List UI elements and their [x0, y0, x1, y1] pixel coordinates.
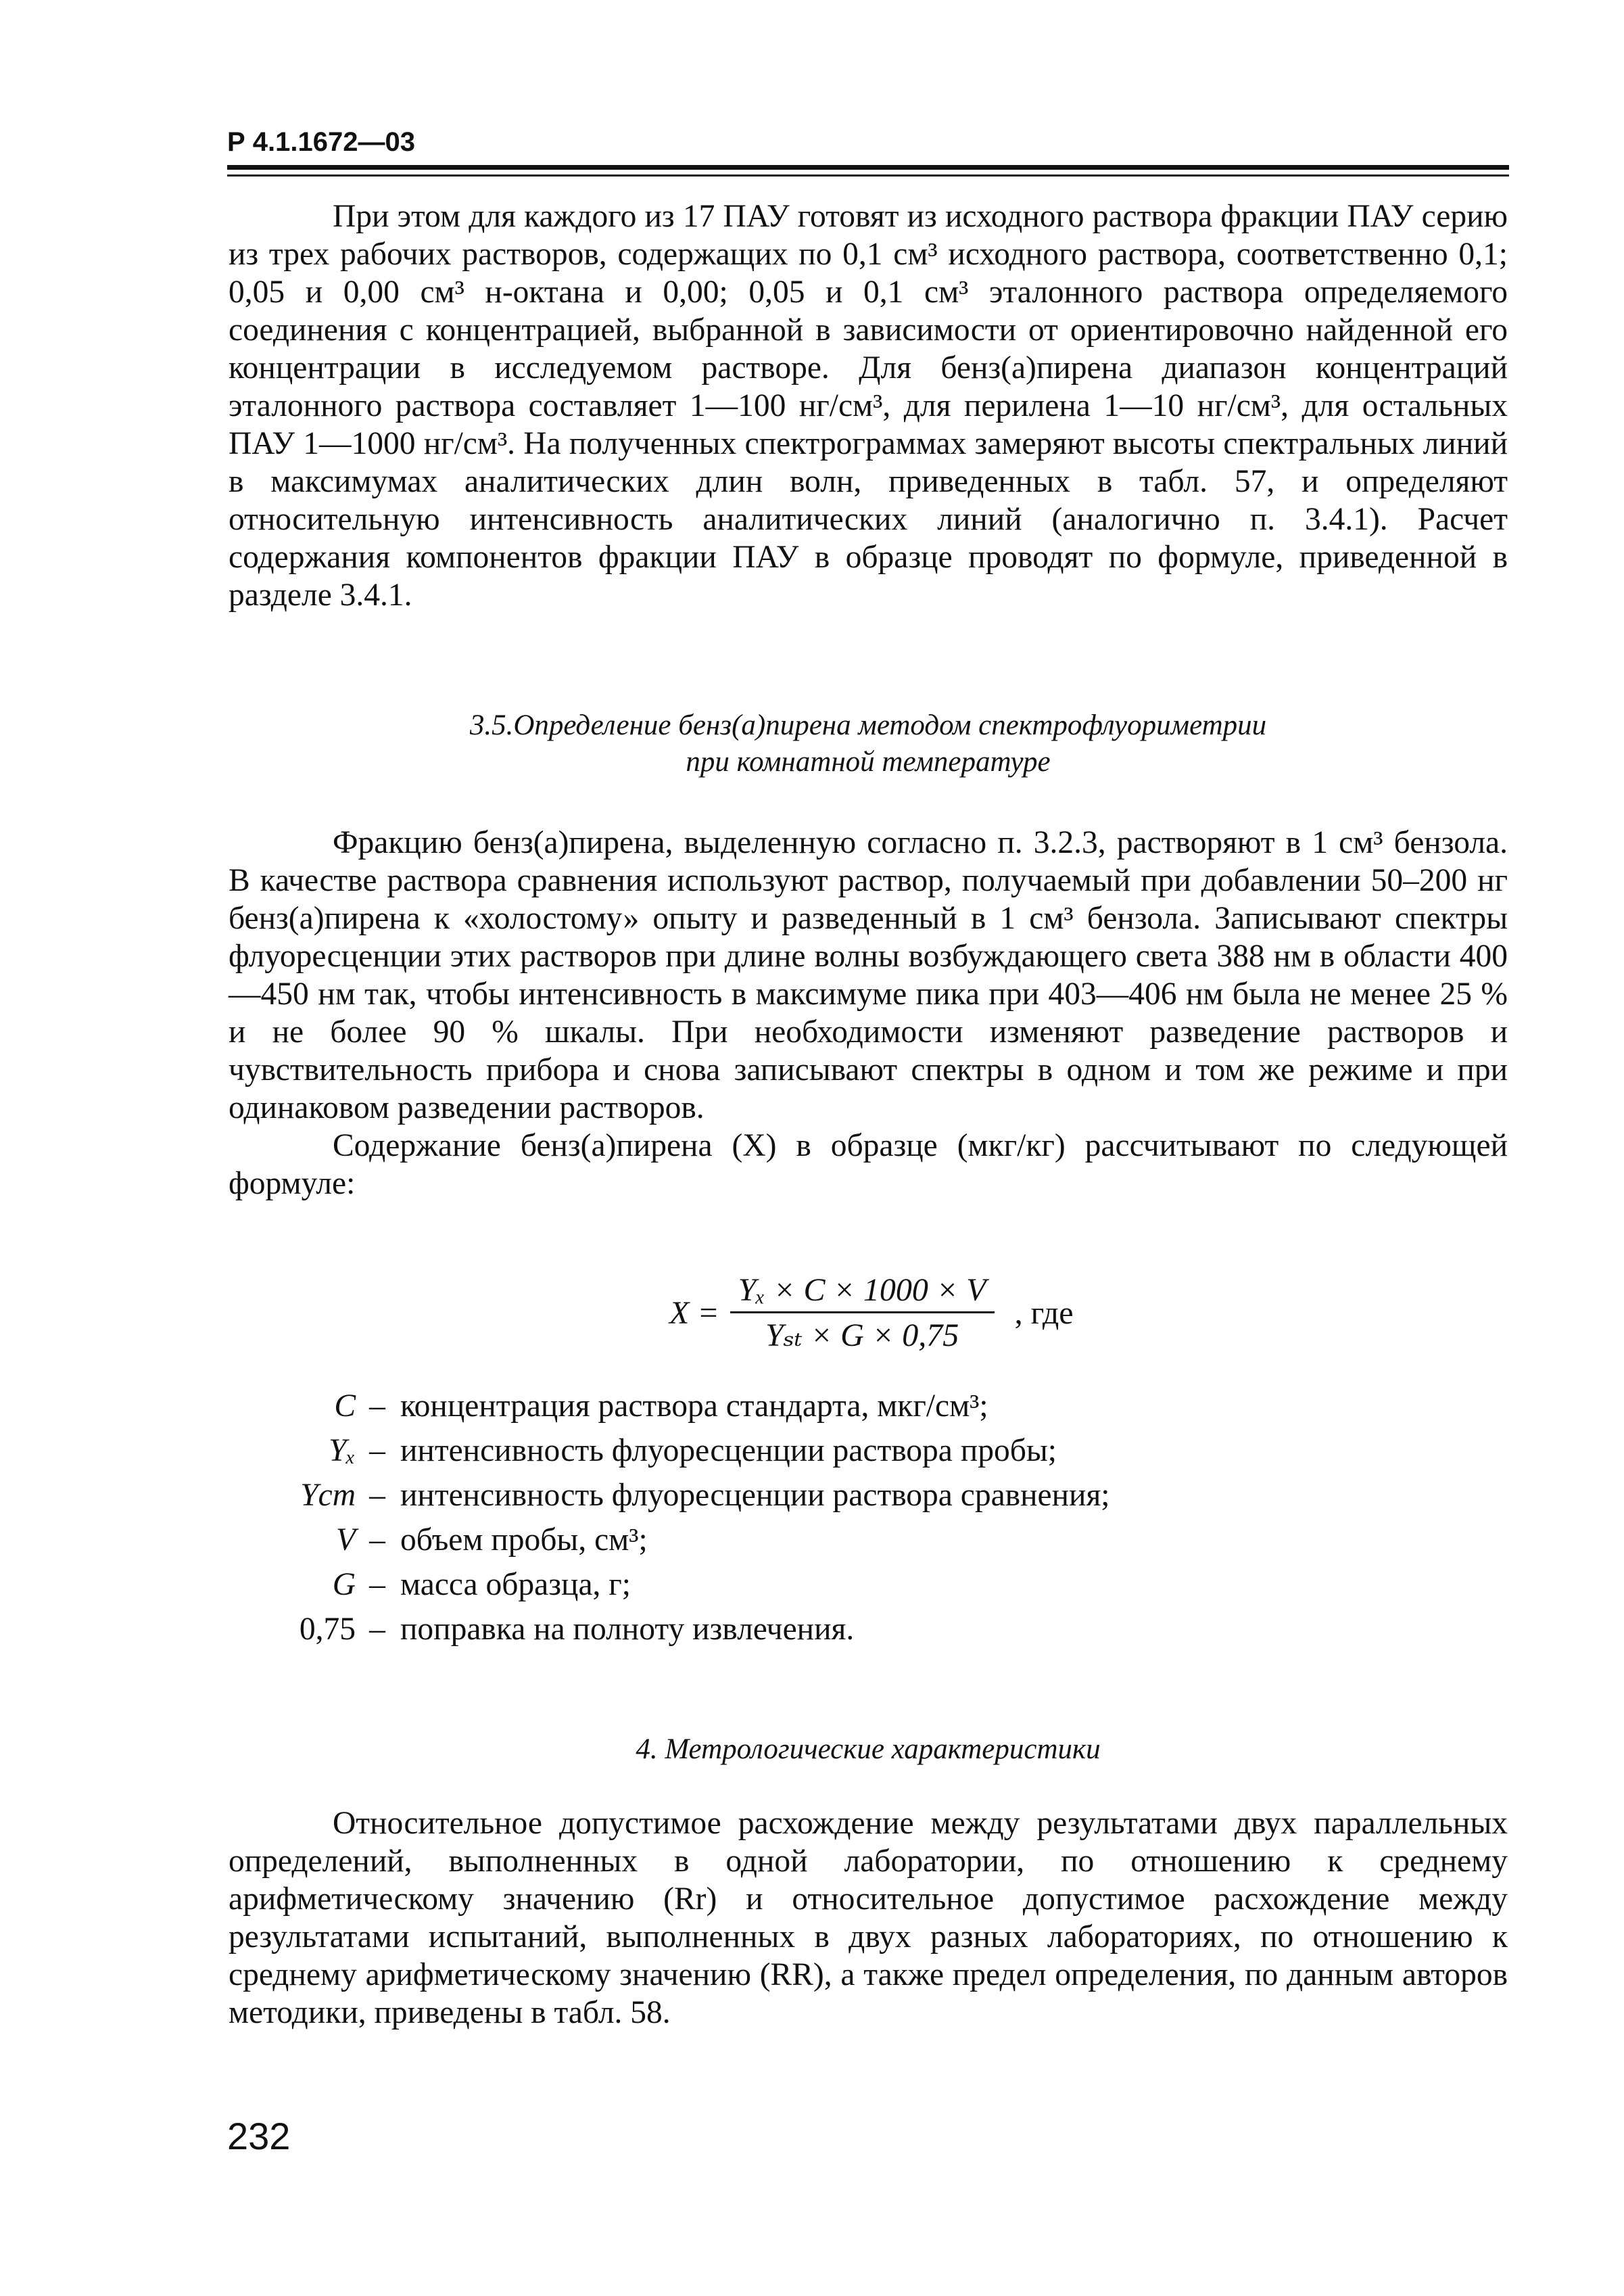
- section-3-5-paragraph-1: Фракцию бенз(а)пирена, выделенную согласно п. 3.2.3, растворяют в 1 см³ бензола. В качестве раствора сравнения используют раствор, получаемый при добавлении 50–200 нг бенз(а)пирена к «холостому» опыту и разведенный в 1 см³ бензола. Записывают спектры флуоресценции этих растворов при длине волны возбуждающего света 388 нм в области 400—450 нм так, чтобы интенсивность в максимуме пика при 403—406 нм была не менее 25 % и не более 90 % шкалы. При необходимости изменяют разведение растворов и чувствительность прибора и снова записывают спектры в одном и том же режиме и при одинаковом разведении растворов.: [229, 825, 1508, 1125]
- legend-dash: –: [369, 1612, 385, 1647]
- intro-section: [229, 197, 1508, 614]
- section-3-5-body: [229, 824, 1508, 1202]
- section-4-paragraph: Относительное допустимое расхождение между результатами двух параллельных определений, выполненных в одной лаборатории, по отношению к среднему арифметическому значению (Rr) и относительное допустимое расхождение между результатами испытаний, выполненных в двух разных лабораториях, по отношению к среднему арифметическому значению (RR), а также предел определения, по данным авторов методики, приведены в табл. 58.: [229, 1806, 1508, 2030]
- formula-denominator: Yₛₜ × G × 0,75: [765, 1317, 959, 1353]
- legend-description: интенсивность флуоресценции раствора пробы;: [400, 1433, 1057, 1468]
- legend-description: масса образца, г;: [400, 1567, 631, 1602]
- legend-description: концентрация раствора стандарта, мкг/см³;: [400, 1388, 988, 1424]
- legend-dash: –: [369, 1478, 385, 1513]
- page-number: 232: [227, 2115, 291, 2157]
- document-code: Р 4.1.1672—03: [227, 127, 415, 157]
- legend-symbol: V: [335, 1522, 356, 1557]
- legend-item: [229, 1432, 1110, 1477]
- legend-description: объем пробы, см³;: [400, 1522, 648, 1557]
- legend-description: интенсивность флуоресценции раствора сравнения;: [400, 1478, 1110, 1513]
- section-4-heading: 4. Метрологические характеристики: [636, 1733, 1101, 1765]
- legend-item: [229, 1566, 1110, 1611]
- formula-lhs: X =: [669, 1294, 719, 1331]
- legend-item: [229, 1611, 1110, 1656]
- legend-dash: –: [369, 1388, 385, 1424]
- legend-dash: –: [369, 1433, 385, 1468]
- section-3-5-heading-line1: 3.5.Определение бенз(а)пирена методом спектрофлуориметрии: [469, 709, 1267, 741]
- legend-dash: –: [369, 1567, 385, 1602]
- legend-dash: –: [369, 1522, 385, 1557]
- intro-paragraph: При этом для каждого из 17 ПАУ готовят из исходного раствора фракции ПАУ серию из трех рабочих растворов, содержащих по 0,1 см³ исходного раствора, соответственно 0,1; 0,05 и 0,00 см³ н-октана и 0,00; 0,05 и 0,1 см³ эталонного раствора определяемого соединения с концентрацией, выбранной в зависимости от ориентировочно найденной его концентрации в исследуемом растворе. Для бенз(а)пирена диапазон концентраций эталонного раствора составляет 1—100 нг/см³, для перилена 1—10 нг/см³, для остальных ПАУ 1—1000 нг/см³. На полученных спектрограммах замеряют высоты спектральных линий в максимумах аналитических длин волн, приведенных в табл. 57, и определяют относительную интенсивность аналитических линий (аналогично п. 3.4.1). Расчет содержания компонентов фракции ПАУ в образце проводят по формуле, приведенной в разделе 3.4.1.: [229, 199, 1508, 613]
- legend-symbol: G: [332, 1567, 356, 1602]
- legend-symbol: 0,75: [299, 1612, 356, 1647]
- legend-item: [229, 1477, 1110, 1522]
- legend-item: [229, 1388, 1110, 1432]
- formula-legend: [229, 1388, 1110, 1656]
- section-4-body: [229, 1804, 1508, 2032]
- section-3-5-heading-line2: при комнатной температуре: [686, 746, 1051, 778]
- legend-description: поправка на полноту извлечения.: [400, 1612, 855, 1647]
- section-3-5-heading: [229, 707, 1508, 780]
- formula-numerator: Yₓ × C × 1000 × V: [730, 1271, 995, 1313]
- formula-where: , где: [1014, 1294, 1074, 1331]
- legend-symbol: Yₓ: [329, 1433, 356, 1468]
- legend-symbol: Yст: [300, 1478, 356, 1513]
- header-rule-thick: [227, 165, 1509, 170]
- benzapyrene-formula: [669, 1271, 1074, 1354]
- legend-symbol: C: [334, 1388, 356, 1424]
- formula-fraction: [730, 1271, 995, 1354]
- legend-item: [229, 1522, 1110, 1566]
- header-rule-thin: [227, 174, 1509, 177]
- section-3-5-paragraph-2: Содержание бенз(а)пирена (X) в образце (мкг/кг) рассчитывают по следующей формуле:: [229, 1128, 1508, 1201]
